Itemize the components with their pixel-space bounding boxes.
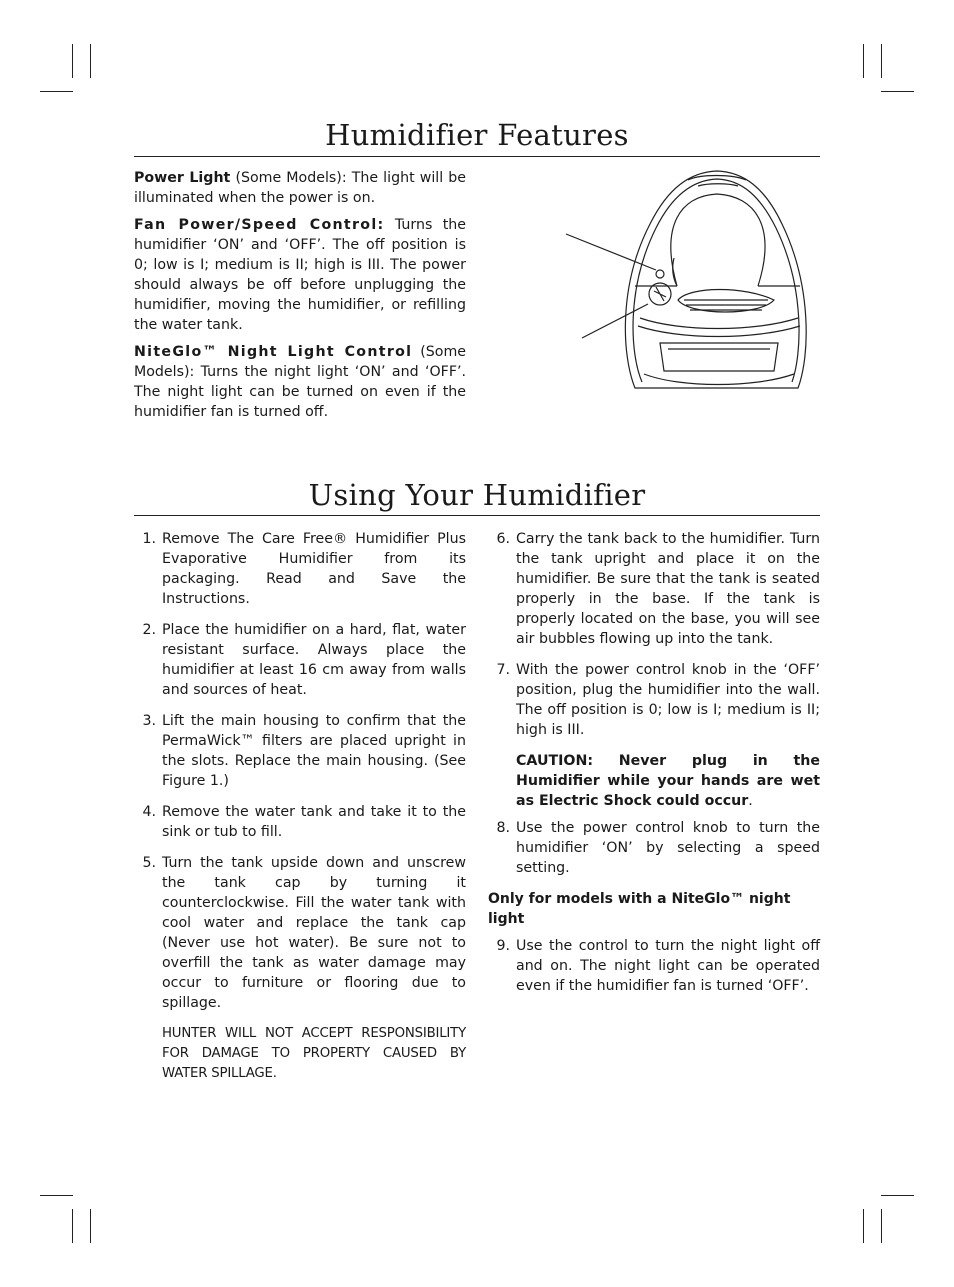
features-title: Humidifier Features xyxy=(325,118,629,152)
power-light-label: Power Light xyxy=(134,170,231,186)
steps-right xyxy=(488,529,820,1007)
features-text xyxy=(134,168,466,429)
caution-note: CAUTION: Never plug in the Humidifier while your hands are wet as Electric Shock could occur. xyxy=(516,753,820,809)
crop-mark xyxy=(90,1209,91,1243)
crop-mark xyxy=(72,44,73,78)
list-item: 3. Lift the main housing to confirm that the PermaWick™ filters are placed upright in the slots. Replace the main housing. (See Figure 1.) xyxy=(142,713,466,789)
niteglo-heading: Only for models with a NiteGlo™ night light xyxy=(488,891,791,927)
using-title: Using Your Humidifier xyxy=(308,478,646,512)
list-item: 5. Turn the tank upside down and unscrew the tank cap by turning it counterclockwise. Fill the water tank with cool water and replace the tank cap (Never use hot water). Be sure not to overfill the tank as water damage may occur to furniture or flooring due to spillage. xyxy=(142,855,466,1011)
crop-mark xyxy=(881,91,914,92)
list-item: 6. Carry the tank back to the humidifier. Turn the tank upright and place it on the humidifier. Be sure that the tank is seated properly in the base. If the tank is properly located on the base, you will see air bubbles flowing up into the tank. xyxy=(496,531,820,647)
fan-control-label: Fan Power/Speed Control: xyxy=(134,217,385,233)
list-item: 7. With the power control knob in the ‘OFF’ position, plug the humidifier into the wall. The off position is 0; low is I; medium is II; high is III. xyxy=(496,662,820,738)
list-item: 4. Remove the water tank and take it to the sink or tub to fill. xyxy=(142,804,466,840)
steps-left xyxy=(134,529,466,1091)
humidifier-illustration xyxy=(560,166,830,396)
water-damage-warning: HUNTER WILL NOT ACCEPT RESPONSIBILITY FOR DAMAGE TO PROPERTY CAUSED BY WATER SPILLAGE. xyxy=(162,1026,466,1081)
list-item: 9. Use the control to turn the night light off and on. The night light can be operated even if the humidifier fan is turned ‘OFF’. xyxy=(496,938,820,994)
crop-mark xyxy=(72,1209,73,1243)
crop-mark xyxy=(863,1209,864,1243)
crop-mark xyxy=(40,1195,73,1196)
fan-control-desc: Fan Power/Speed Control: Turns the humidifier ‘ON’ and ‘OFF’. The off position is 0; low is I; medium is II; high is III. The power should always be off before unplugging the humidifier, moving the humidifier, or refilling the water tank. xyxy=(134,217,466,333)
crop-mark xyxy=(881,1209,882,1243)
list-item: 1. Remove The Care Free® Humidifier Plus Evaporative Humidifier from its packaging. Read and Save the Instructions. xyxy=(142,531,466,607)
power-light-desc: Power Light (Some Models): The light will be illuminated when the power is on. xyxy=(134,170,466,206)
list-item: 8. Use the power control knob to turn the humidifier ‘ON’ by selecting a speed setting. xyxy=(496,820,820,876)
list-item: 2. Place the humidifier on a hard, flat, water resistant surface. Always place the humidifier at least 16 cm away from walls and sources of heat. xyxy=(142,622,466,698)
features-rule xyxy=(134,156,820,157)
niteglo-desc: NiteGlo™ Night Light Control (Some Models): Turns the night light ‘ON’ and ‘OFF’. The night light can be turned on even if the humidifier fan is turned off. xyxy=(134,344,466,420)
crop-mark xyxy=(90,44,91,78)
crop-mark xyxy=(881,44,882,78)
crop-mark xyxy=(881,1195,914,1196)
crop-mark xyxy=(40,91,73,92)
niteglo-label: NiteGlo™ Night Light Control xyxy=(134,344,413,360)
crop-mark xyxy=(863,44,864,78)
using-rule xyxy=(134,515,820,516)
